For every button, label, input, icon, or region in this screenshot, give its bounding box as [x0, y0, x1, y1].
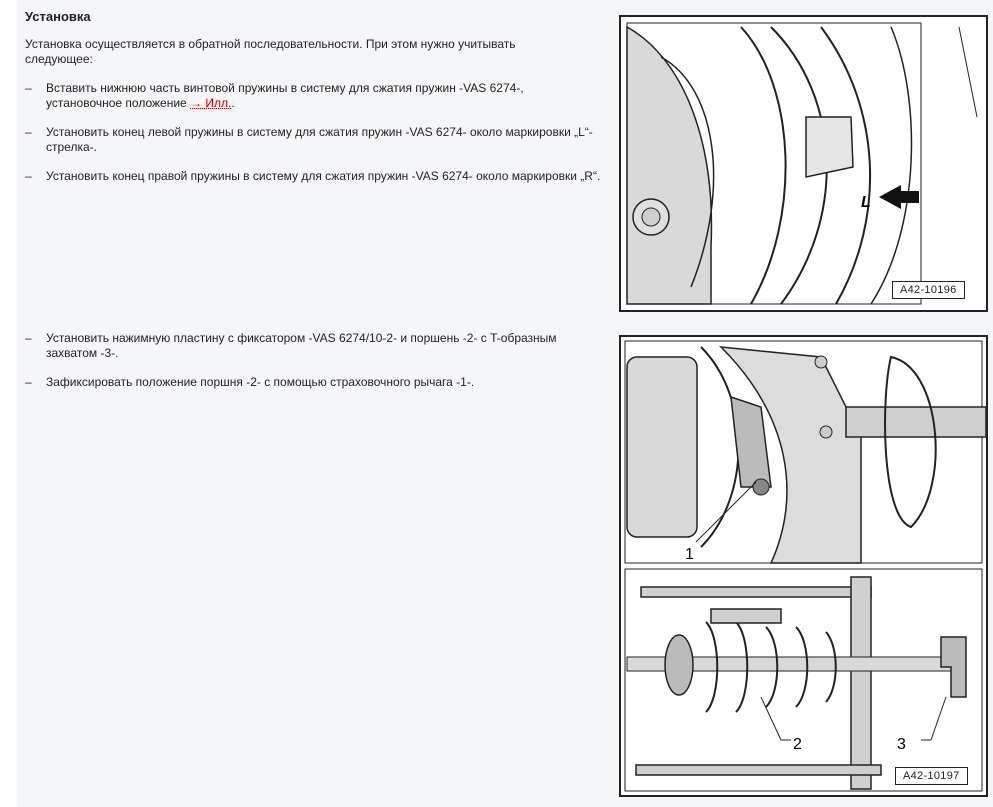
list-dash: –	[25, 375, 32, 389]
figure-number-label: A42-10196	[892, 281, 965, 299]
figure-link[interactable]: → Илл.	[190, 96, 232, 110]
list-dash: –	[25, 125, 32, 139]
callout-2: 2	[793, 736, 802, 753]
list-dash: –	[25, 169, 32, 183]
spring-marking-illustration	[621, 17, 986, 310]
callout-3: 3	[897, 736, 906, 753]
marking-letter: L	[861, 194, 871, 211]
figure-number-label: A42-10197	[895, 767, 968, 785]
list-item-text: Установить конец правой пружины в систему для сжатия пружин -VAS 6274- около маркировки „R“.	[46, 169, 601, 183]
figure-spring-marking	[619, 15, 988, 312]
section-heading: Установка	[25, 9, 91, 24]
list-item-text: Зафиксировать положение поршня -2- с помощью страховочного рычага -1-.	[46, 375, 475, 389]
callout-1: 1	[685, 546, 694, 563]
list-item-text: Установить конец левой пружины в систему для сжатия пружин -VAS 6274- около маркировки „L“-стрелка-.	[46, 125, 593, 154]
list-dash: –	[25, 331, 32, 345]
figure-spring-compressor	[619, 335, 988, 797]
list-item-text: Установить нажимную пластину с фиксатором -VAS 6274/10-2- и поршень -2- с T-образным захватом -3-.	[46, 331, 557, 360]
spring-compressor-illustration	[621, 337, 986, 795]
list-dash: –	[25, 81, 32, 95]
intro-paragraph: Установка осуществляется в обратной последовательности. При этом нужно учитывать следующее:	[25, 37, 516, 66]
list-item-text: Вставить нижнюю часть винтовой пружины в систему для сжатия пружин -VAS 6274-, установочное положение → Илл..	[46, 81, 524, 110]
